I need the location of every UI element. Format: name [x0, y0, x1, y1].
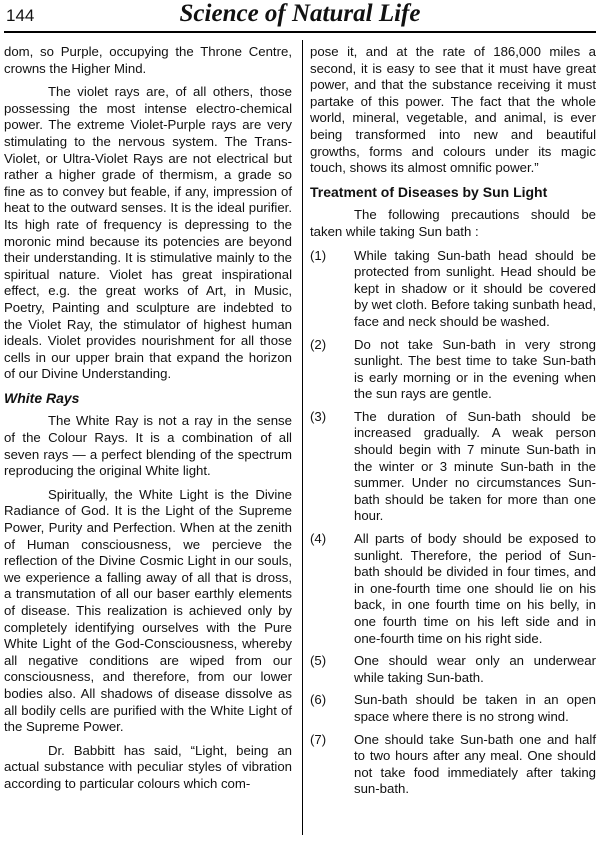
list-item [310, 248, 596, 331]
section-heading-treatment: Treatment of Diseases by Sun Light [310, 183, 548, 200]
item-number: (4) [310, 531, 327, 547]
right-column [310, 44, 596, 804]
list-item [310, 531, 596, 647]
item-text: Do not take Sun-bath in very strong sunlight. The best time to take Sun-bath is early morning or in the evening when the sun rays are gentle. [354, 336, 596, 402]
header-rule [4, 31, 596, 33]
list-item [310, 653, 596, 686]
list-item [310, 692, 596, 725]
column-divider [302, 40, 303, 835]
item-number: (6) [310, 692, 327, 708]
item-text: One should wear only an underwear while taking Sun-bath. [354, 653, 596, 685]
item-text: All parts of body should be exposed to sunlight. Therefore, the period of Sun-bath should be divided in four times, and in one-fourth time one should lie on his back, in one fourth time on his belly, in one fourth time on his left side and in one-fourth time on his right side. [354, 531, 596, 646]
precautions-list [310, 248, 596, 798]
item-text: One should take Sun-bath one and half to two hours after any meal. One should not take food immediately after taking sun-bath. [354, 731, 596, 797]
paragraph: The following precautions should be taken while taking Sun bath : [310, 207, 596, 239]
list-item [310, 409, 596, 525]
running-title: Science of Natural Life [179, 0, 421, 27]
paragraph: dom, so Purple, occupying the Throne Centre, crowns the Higher Mind. [4, 44, 292, 76]
paragraph: Spiritually, the White Light is the Divine Radiance of God. It is the Light of the Supreme Power, Purity and Perfection. When at the zenith of Human consciousness, we percieve the reflection of the Divine Cosmic Light in our souls, we experience a falling away of all that is dross, a transmutation of all our baser earthly elements of disease. This realization is achieved only by completely identifying ourselves with the Pure White Light of the God-Consciousness, whereby all negative conditions are wiped from our consciousness, and therefore, from our lower bodies also. All shadows of disease dissolve as all bodily cells are purified with the White Light of the Supreme Power. [4, 486, 292, 735]
item-number: (5) [310, 653, 327, 669]
item-number: (3) [310, 408, 327, 424]
section-heading-white-rays: White Rays [4, 389, 80, 406]
paragraph: The violet rays are, of all others, those possessing the most intense electro-chemical power. The extreme Violet-Purple rays are very stimulating to the nervous system. The Trans-Violet, or Ultra-Violet Rays are not electrical but rather a higher grade of thermism, a grade so fine as to convey but feable, if any, impression of heat to the outward senses. It is the ideal purifier. Its high rate of frequency is depressing to the moronic mind because its potencies are beyond their understanding. It is stimulative mainly to the spiritual nature. Violet has great inspirational effect, e.g. the great works of Art, in Music, Poetry, Painting and sculpture are indebted to the Violet Ray, the stimulator of highest human ideals. Violet provides nourishment for all those cells in our upper brain that expand the horizon of our Divine Understanding. [4, 84, 292, 382]
item-text: The duration of Sun-bath should be increased gradually. A weak person should begin with 7 minute Sun-bath in the winter or 3 minute Sun-bath in the summer. Under no circumstances Sun-bath should be taken for more than one hour. [354, 408, 596, 524]
item-number: (1) [310, 247, 327, 263]
paragraph: pose it, and at the rate of 186,000 miles a second, it is easy to see that it must have great power, and that the substance receiving it must partake of this power. The fact that the whole world, mineral, vegetable, and animal, is ever being transformed into new and beautiful growths, forms and colours under its magic touch, shows its almost omnific power.” [310, 44, 596, 176]
paragraph: The White Ray is not a ray in the sense of the Colour Rays. It is a combination of all seven rays — a perfect blending of the spectrum reproducing the original White light. [4, 413, 292, 479]
page-header [0, 0, 600, 34]
item-text: While taking Sun-bath head should be protected from sunlight. Head should be kept in shadow or it should be covered by wet cloth. Before taking sunbath head, face and neck should be washed. [354, 247, 596, 329]
item-number: (2) [310, 336, 327, 352]
item-number: (7) [310, 731, 327, 747]
page-number: 144 [6, 6, 35, 25]
paragraph: Dr. Babbitt has said, “Light, being an actual substance with peculiar styles of vibration according to particular colours which com- [4, 742, 292, 791]
left-column [4, 44, 292, 800]
list-item [310, 337, 596, 403]
list-item [310, 732, 596, 798]
item-text: Sun-bath should be taken in an open space where there is no strong wind. [354, 692, 596, 724]
